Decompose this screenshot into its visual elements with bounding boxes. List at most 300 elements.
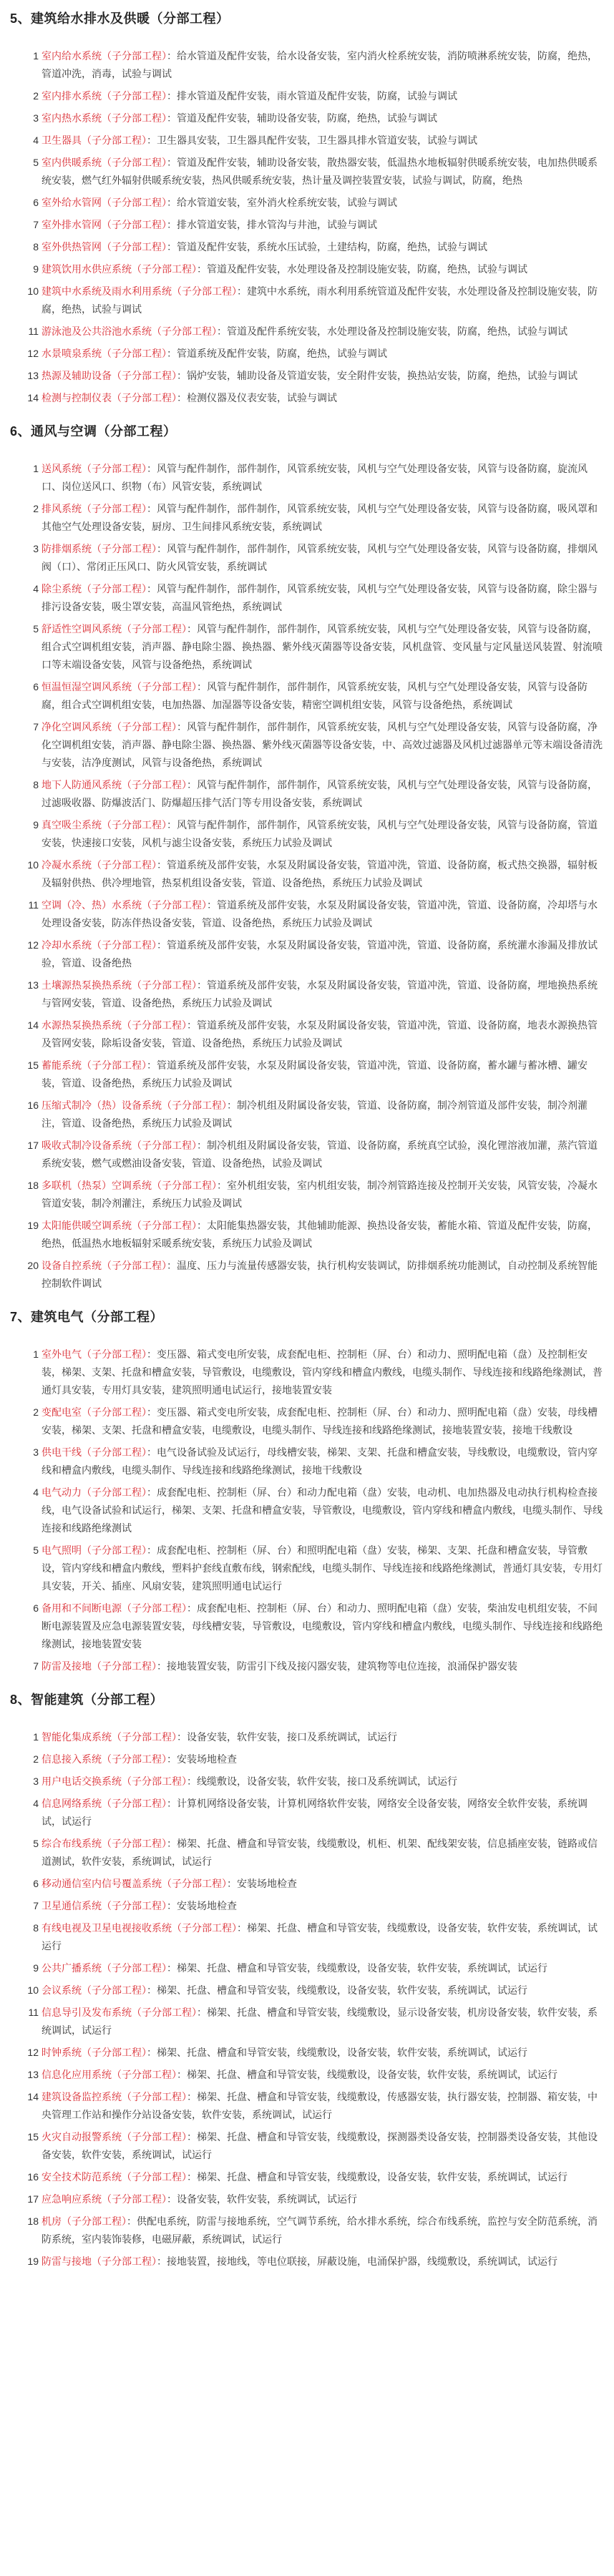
item-text [42,1404,607,1439]
subsection-link[interactable]: 恒温恒湿空调风系统（子分部工程） [42,681,197,692]
section [9,9,607,407]
item-content: ：梯架、托盘、槽盒和导管安装，线缆敷设，设备安装，软件安装，系统调试，试运行 [147,1984,527,1996]
list-item [9,47,607,83]
item-text [42,1484,607,1537]
subsection-link[interactable]: 土壤源热泵换热系统（子分部工程） [42,979,197,991]
item-content: ：安装场地检查 [227,1878,297,1889]
item-content: ：风管与配件制作，部件制作，风管系统安装，风机与空气处理设备安装，风管与设备防腐，组合式空调机组安装，电加热器、加湿器等设备安装，精密空调机组安装，风管与设备绝热，系统调试 [42,681,588,710]
item-text [42,580,607,616]
subsection-link[interactable]: 压缩式制冷（热）设备系统（子分部工程） [42,1100,227,1111]
item-number: 12 [27,348,39,359]
item-text [42,1897,607,1915]
section-title: 6、通风与空调（分部工程） [10,424,177,439]
item-content: ：成套配电柜、控制柜（屏、台）和动力配电箱（盘）安装，电动机、电加热器及电动执行机构检查接线，电气设备试验和试运行，梯架、支架、托盘和槽盒安装，导管敷设，电缆敷设，管内穿线和槽盒内敷线，电缆头制作、导线连接和线路绝缘测试 [42,1487,603,1534]
list-item [9,1773,607,1791]
item-number: 13 [27,370,39,381]
item-content: ：检测仪器及仪表安装，试验与调试 [177,392,337,403]
item-number: 1 [33,1348,39,1360]
list-item [9,2168,607,2186]
item-content: ：供配电系统，防雷与接地系统，空气调节系统，给水排水系统，综合布线系统，监控与安全防范系统，消防系统，室内装饰装修，电磁屏蔽，系统调试，试运行 [42,2215,598,2245]
item-content: ：梯架、托盘、槽盒和导管安装，线缆敷设，显示设备安装，机房设备安装，软件安装，系统调试，试运行 [42,2007,598,2036]
list-item [9,1542,607,1595]
subsection-link[interactable]: 除尘系统（子分部工程） [42,583,147,594]
item-number: 11 [28,325,39,337]
item-content: ：变压器、箱式变电所安装，成套配电柜、控制柜（屏、台）和动力、照明配电箱（盘）安装，母线槽安装，梯架、支架、托盘和槽盒安装，电缆敷设，电缆头制作、导线连接和线路绝缘测试，接地装置安装，接地干线敷设 [42,1406,598,1436]
list-item [9,816,607,852]
section [9,1690,607,2271]
item-text [42,540,607,576]
subsection-link[interactable]: 火灾自动报警系统（子分部工程） [42,2131,187,2142]
subsection-link[interactable]: 净化空调风系统（子分部工程） [42,721,177,733]
section [9,421,607,1293]
list-item [9,2044,607,2062]
subsection-link[interactable]: 室外排水管网（子分部工程） [42,219,167,230]
subsection-link[interactable]: 移动通信室内信号覆盖系统（子分部工程） [42,1878,227,1889]
subsection-link[interactable]: 热源及辅助设备（子分部工程） [42,370,177,381]
item-content: ：风管与配件制作，部件制作，风管系统安装，风机与空气处理设备安装，风管与设备防腐，净化空调机组安装，消声器、静电除尘器、换热器、紫外线灭菌器等设备安装，中、高效过滤器及风机过滤器单元等末端设备清洗与安装，洁净度测试，风管与设备绝热，系统调试 [42,721,603,768]
item-content: ：排水管道及配件安装，雨水管道及配件安装，防腐，试验与调试 [167,90,457,102]
list-item [9,2190,607,2208]
item-content: ：建筑中水系统，雨水利用系统管道及配件安装，水处理设备及控制设施安装，防腐，绝热，试验与调试 [42,285,598,315]
item-number: 13 [27,979,39,991]
item-text [42,856,607,892]
item-content: ：管道系统及部件安装，水泵及附属设备安装，管道冲洗，管道、设备防腐，蓄水罐与蓄冰槽、罐安装，管道、设备绝热，系统压力试验及调试 [42,1059,588,1089]
item-number: 16 [27,2171,39,2183]
item-number: 14 [27,1019,39,1031]
item-list [9,47,607,407]
subsection-link[interactable]: 电气动力（子分部工程） [42,1487,147,1498]
section-title: 8、智能建筑（分部工程） [10,1693,164,1707]
subsection-link[interactable]: 室外电气（子分部工程） [42,1348,147,1360]
item-content: ：梯架、托盘、槽盒和导管安装，线缆敷设，设备安装，软件安装，系统调试，试运行 [187,2171,567,2183]
item-number: 8 [33,1922,39,1934]
subsection-link[interactable]: 变配电室（子分部工程） [42,1406,147,1418]
section-title: 5、建筑给水排水及供暖（分部工程） [10,11,230,26]
item-content: ：风管与配件制作，部件制作，风管系统安装，风机与空气处理设备安装，风管与设备防腐，旋流风口、岗位送风口、织物（布）风管安装，系统调试 [42,463,588,492]
item-text [42,154,607,190]
item-text [42,1444,607,1479]
item-number: 9 [33,819,39,831]
item-number: 4 [33,1798,39,1809]
list-item [9,1982,607,1999]
list-item [9,1257,607,1293]
list-item [9,936,607,972]
subsection-link[interactable]: 综合布线系统（子分部工程） [42,1838,167,1849]
subsection-link[interactable]: 送风系统（子分部工程） [42,463,147,474]
item-content: ：管道系统及部件安装，水泵及附属设备安装，管道冲洗，管道、设备防腐，系统灌水渗漏及排放试验，管道、设备绝热 [42,939,598,969]
item-text [42,2190,607,2208]
item-content: ：管道及配件安装，水处理设备及控制设施安装，防腐，绝热，试验与调试 [197,263,527,275]
list-item [9,109,607,127]
subsection-link[interactable]: 信息接入系统（子分部工程） [42,1753,167,1765]
item-content: ：管道及配件安装，辅助设备安装，防腐，绝热，试验与调试 [167,112,437,124]
list-item [9,1057,607,1092]
item-text [42,194,607,212]
item-number: 9 [33,1962,39,1974]
item-text [42,1346,607,1399]
subsection-link[interactable]: 冷却水系统（子分部工程） [42,939,157,951]
item-number: 4 [33,583,39,594]
list-item [9,283,607,318]
item-text [42,367,607,385]
subsection-link[interactable]: 空调（冷、热）水系统（子分部工程） [42,899,207,911]
list-item [9,194,607,212]
item-content: ：风管与配件制作，部件制作，风管系统安装，风机与空气处理设备安装，风管与设备防腐，组合式空调机组安装，消声器、静电除尘器、换热器、紫外线灭菌器等设备安装，风机盘管、变风量与定风量送风装置、射流喷口等末端设备安装，风管与设备绝热，系统调试 [42,623,603,670]
item-text [42,1773,607,1791]
subsection-link[interactable]: 水景喷泉系统（子分部工程） [42,348,167,359]
item-number: 4 [33,134,39,146]
subsection-link[interactable]: 蓄能系统（子分部工程） [42,1059,147,1071]
subsection-link[interactable]: 防雷及接地（子分部工程） [42,1660,157,1672]
subsection-link[interactable]: 防排烟系统（子分部工程） [42,543,157,554]
subsection-link[interactable]: 卫星通信系统（子分部工程） [42,1900,167,1911]
list-item [9,1404,607,1439]
item-number: 3 [33,1446,39,1458]
subsection-link[interactable]: 信息网络系统（子分部工程） [42,1798,167,1809]
item-content: ：风管与配件制作，部件制作，风管系统安装，风机与空气处理设备安装，风管与设备防腐，排烟风阀（口）、常闭正压风口、防火风管安装，系统调试 [42,543,598,572]
item-number: 5 [33,1544,39,1556]
item-content: ：设备安装，软件安装，系统调试，试运行 [167,2193,357,2205]
item-content: ：锅炉安装，辅助设备及管道安装，安全附件安装，换热站安装，防腐，绝热，试验与调试 [177,370,578,381]
subsection-link[interactable]: 信息导引及发布系统（子分部工程） [42,2007,197,2018]
item-number: 5 [33,1838,39,1849]
item-content: ：太阳能集热器安装，其他辅助能源、换热设备安装，蓄能水箱、管道及配件安装，防腐，绝热，低温热水地板辐射采暖系统安装，系统压力试验及调试 [42,1220,598,1249]
item-number: 3 [33,112,39,124]
subsection-link[interactable]: 建筑设备监控系统（子分部工程） [42,2091,187,2102]
list-item [9,856,607,892]
item-text [42,109,607,127]
item-text [42,47,607,83]
item-content: ：管道及配件安装，系统水压试验，土建结构，防腐，绝热，试验与调试 [167,241,487,253]
item-number: 15 [27,2131,39,2142]
item-text [42,2088,607,2124]
item-text [42,1017,607,1052]
subsection-link[interactable]: 卫生器具（子分部工程） [42,134,147,146]
item-content: ：安装场地检查 [167,1900,237,1911]
item-content: ：给水管道安装，室外消火栓系统安装，试验与调试 [167,197,397,208]
subsection-link[interactable]: 太阳能供暖空调系统（子分部工程） [42,1220,197,1231]
list-item [9,367,607,385]
item-text [42,2213,607,2248]
list-item [9,620,607,674]
subsection-link[interactable]: 地下人防通风系统（子分部工程） [42,779,187,790]
item-number: 17 [27,2193,39,2205]
list-item [9,1795,607,1831]
list-item [9,216,607,234]
item-number: 19 [27,1220,39,1231]
item-text [42,500,607,536]
subsection-link[interactable]: 室内热水系统（子分部工程） [42,112,167,124]
item-text [42,816,607,852]
subsection-link[interactable]: 有线电视及卫星电视接收系统（子分部工程） [42,1922,237,1934]
list-item [9,2004,607,2039]
list-item [9,132,607,150]
item-number: 18 [27,1180,39,1191]
item-text [42,718,607,772]
item-content: ：制冷机组及附属设备安装，管道、设备防腐，系统真空试验，溴化锂溶液加灌，蒸汽管道系统安装，燃气或燃油设备安装，管道、设备绝热，试验及调试 [42,1140,598,1169]
list-item [9,345,607,363]
item-number: 17 [27,1140,39,1151]
item-content: ：管道系统及部件安装，水泵及附属设备安装，管道冲洗，管道、设备防腐，冷却塔与水处理设备安装，防冻伴热设备安装，管道、设备绝热，系统压力试验及调试 [42,899,598,929]
item-text [42,1919,607,1955]
item-content: ：管道系统及部件安装，水泵及附属设备安装，管道冲洗，管道、设备防腐，埋地换热系统与管网安装，管道、设备绝热，系统压力试验及调试 [42,979,598,1009]
item-content: ：线缆敷设，设备安装，软件安装，接口及系统调试，试运行 [187,1776,457,1787]
item-text [42,1959,607,1977]
list-item [9,323,607,341]
subsection-link[interactable]: 用户电话交换系统（子分部工程） [42,1776,187,1787]
item-text [42,1600,607,1653]
item-content: ：排水管道安装，排水管沟与井池，试验与调试 [167,219,377,230]
subsection-link[interactable]: 设备自控系统（子分部工程） [42,1260,167,1271]
item-text [42,1657,607,1675]
item-number: 2 [33,90,39,102]
item-text [42,2168,607,2186]
subsection-link[interactable]: 建筑中水系统及雨水利用系统（子分部工程） [42,285,237,297]
item-content: ：风管与配件制作，部件制作，风管系统安装，风机与空气处理设备安装，风管与设备防腐，管道安装，快速接口安装，风机与滤尘设备安装，系统压力试验及调试 [42,819,598,848]
item-number: 6 [33,681,39,692]
item-text [42,2004,607,2039]
item-text [42,1257,607,1293]
item-text [42,389,607,407]
item-content: ：梯架、托盘、槽盒和导管安装，线缆敷设，设备安装，软件安装，系统调试，试运行 [42,1922,598,1951]
subsection-link[interactable]: 建筑饮用水供应系统（子分部工程） [42,263,197,275]
item-text [42,896,607,932]
item-content: ：梯架、托盘、槽盒和导管安装，线缆敷设，设备安装，软件安装，系统调试，试运行 [147,2047,527,2058]
item-number: 2 [33,1753,39,1765]
list-item [9,1835,607,1871]
item-content: ：风管与配件制作，部件制作，风管系统安装，风机与空气处理设备安装，风管与设备防腐，吸风罩和其他空气处理设备安装，厨房、卫生间排风系统安装，系统调试 [42,503,598,532]
item-content: ：梯架、托盘、槽盒和导管安装，线缆敷设，探测器类设备安装，控制器类设备安装，其他设备安装，软件安装，系统调试，试运行 [42,2131,598,2160]
item-content: ：卫生器具安装，卫生器具配件安装，卫生器具排水管道安装，试验与调试 [147,134,477,146]
item-content: ：电气设备试验及试运行，母线槽安装，梯架、支架、托盘和槽盒安装，导线敷设，电缆敷设，管内穿线和槽盒内敷线，电缆头制作、导线连接和线路绝缘测试，接地干线敷设 [42,1446,598,1476]
list-item [9,1897,607,1915]
item-content: ：接地装置，接地线，等电位联接，屏蔽设施，电涌保护器，线缆敷设，系统调试，试运行 [157,2256,557,2267]
list-item [9,2213,607,2248]
item-number: 15 [27,1059,39,1071]
item-number: 11 [28,2007,39,2018]
item-text [42,678,607,714]
item-content: ：成套配电柜、控制柜（屏、台）和动力、照明配电箱（盘）安装，柴油发电机组安装，不间断电源装置及应急电源装置安装，母线槽安装，导管敷设，电缆敷设，管内穿线和槽盒内敷线，电缆头制作、导线连接和线路绝缘测试，接地装置安装 [42,1602,603,1650]
item-text [42,1542,607,1595]
list-item [9,1875,607,1893]
section-title: 7、建筑电气（分部工程） [10,1310,164,1324]
item-text [42,1137,607,1172]
list-item [9,87,607,105]
item-text [42,976,607,1012]
item-content: ：变压器、箱式变电所安装，成套配电柜、控制柜（屏、台）和动力、照明配电箱（盘）及控制柜安装，梯架、支架、托盘和槽盒安装，导管敷设，电缆敷设，管内穿线和槽盒内敷线，电缆头制作、导线连接和线路绝缘测试，普通灯具安装，专用灯具安装，建筑照明通电试运行，接地装置安装 [42,1348,603,1396]
subsection-link[interactable]: 水源热泵换热系统（子分部工程） [42,1019,187,1031]
list-item [9,540,607,576]
item-number: 10 [27,859,39,871]
item-content: ：成套配电柜、控制柜（屏、台）和照明配电箱（盘）安装，梯架、支架、托盘和槽盒安装，导管敷设，管内穿线和槽盒内敷线，塑料护套线直敷布线，钢索配线，电缆头制作、导线连接和线路绝缘测试，普通灯具安装，专用灯具安装，开关、插座、风扇安装，建筑照明通电试运行 [42,1544,603,1592]
item-text [42,1875,607,1893]
subsection-link[interactable]: 电气照明（子分部工程） [42,1544,147,1556]
item-number: 11 [28,899,39,911]
subsection-link[interactable]: 舒适性空调风系统（子分部工程） [42,623,187,635]
subsection-link[interactable]: 吸收式制冷设备系统（子分部工程） [42,1140,197,1151]
item-number: 8 [33,779,39,790]
item-content: ：梯架、托盘、槽盒和导管安装，线缆敷设，设备安装，软件安装，系统调试，试运行 [167,1962,547,1974]
list-item [9,1919,607,1955]
list-item [9,1657,607,1675]
item-number: 14 [27,392,39,403]
item-number: 1 [33,463,39,474]
item-number: 6 [33,1878,39,1889]
subsection-link[interactable]: 智能化集成系统（子分部工程） [42,1731,177,1743]
item-list [9,460,607,1293]
item-number: 7 [33,1900,39,1911]
item-number: 2 [33,503,39,514]
item-number: 16 [27,1100,39,1111]
subsection-link[interactable]: 室内供暖系统（子分部工程） [42,157,167,168]
list-item [9,460,607,496]
item-number: 12 [27,939,39,951]
item-number: 7 [33,219,39,230]
subsection-link[interactable]: 多联机（热泵）空调系统（子分部工程） [42,1180,217,1191]
item-text [42,776,607,812]
item-number: 12 [27,2047,39,2058]
subsection-link[interactable]: 安全技术防范系统（子分部工程） [42,2171,187,2183]
item-number: 1 [33,50,39,62]
item-text [42,2253,607,2271]
subsection-link[interactable]: 游泳池及公共浴池水系统（子分部工程） [42,325,217,337]
item-number: 10 [27,285,39,297]
item-text [42,132,607,150]
item-text [42,1750,607,1768]
subsection-link[interactable]: 供电干线（子分部工程） [42,1446,147,1458]
item-content: ：风管与配件制作，部件制作，风管系统安装，风机与空气处理设备安装，风管与设备防腐，除尘器与排污设备安装，吸尘罩安装，高温风管绝热，系统调试 [42,583,598,612]
item-content: ：风管与配件制作，部件制作，风管系统安装，风机与空气处理设备安装，风管与设备防腐，过滤吸收器、防爆波活门、防爆超压排气活门等专用设备安装，系统调试 [42,779,598,808]
item-text [42,2066,607,2084]
item-content: ：设备安装，软件安装，接口及系统调试，试运行 [177,1731,397,1743]
list-item [9,1097,607,1132]
list-item [9,896,607,932]
subsection-link[interactable]: 机房（子分部工程） [42,2215,127,2227]
item-number: 14 [27,2091,39,2102]
item-number: 5 [33,157,39,168]
item-number: 8 [33,241,39,253]
item-list [9,1728,607,2271]
item-number: 3 [33,1776,39,1787]
item-text [42,1217,607,1253]
item-content: ：梯架、托盘、槽盒和导管安装，线缆敷设，机柜、机架、配线架安装，信息插座安装，链路或信道测试，软件安装，系统调试，试运行 [42,1838,598,1867]
item-number: 9 [33,263,39,275]
list-item [9,976,607,1012]
list-item [9,389,607,407]
item-text [42,1795,607,1831]
item-text [42,238,607,256]
item-content: ：室外机组安装，室内机组安装，制冷剂管路连接及控制开关安装，风管安装，冷凝水管道安装，制冷剂灌注，系统压力试验及调试 [42,1180,598,1209]
item-content: ：温度、压力与流量传感器安装，执行机构安装调试，防排烟系统功能测试，自动控制及系统智能控制软件调试 [42,1260,598,1289]
list-item [9,1750,607,1768]
item-number: 1 [33,1731,39,1743]
item-text [42,1835,607,1871]
subsection-link[interactable]: 冷凝水系统（子分部工程） [42,859,157,871]
item-text [42,216,607,234]
subsection-link[interactable]: 防雷与接地（子分部工程） [42,2256,157,2267]
list-item [9,580,607,616]
item-text [42,1982,607,1999]
item-content: ：制冷机组及附属设备安装，管道、设备防腐，制冷剂管道及部件安装，制冷剂灌注，管道、设备绝热，系统压力试验及调试 [42,1100,588,1129]
item-number: 5 [33,623,39,635]
subsection-link[interactable]: 真空吸尘系统（子分部工程） [42,819,167,831]
section [9,1307,607,1675]
subsection-link[interactable]: 应急响应系统（子分部工程） [42,2193,167,2205]
item-content: ：梯架、托盘、槽盒和导管安装，线缆敷设，设备安装，软件安装，系统调试，试运行 [177,2069,557,2080]
item-content: ：梯架、托盘、槽盒和导管安装，线缆敷设，传感器安装，执行器安装，控制器、箱安装，中央管理工作站和操作分站设备安装，软件安装，系统调试，试运行 [42,2091,598,2120]
list-item [9,1346,607,1399]
subsection-link[interactable]: 室内排水系统（子分部工程） [42,90,167,102]
list-item [9,1137,607,1172]
item-text [42,1057,607,1092]
item-number: 6 [33,1602,39,1614]
subsection-link[interactable]: 公共广播系统（子分部工程） [42,1962,167,1974]
item-number: 6 [33,197,39,208]
item-content: ：管道及配件安装，辅助设备安装，散热器安装，低温热水地板辐射供暖系统安装，电加热供暖系统安装，燃气红外辐射供暖系统安装，热风供暖系统安装，热计量及调控装置安装，试验与调试，防腐，绝热 [42,157,598,186]
item-number: 7 [33,721,39,733]
item-text [42,936,607,972]
subsection-link[interactable]: 检测与控制仪表（子分部工程） [42,392,177,403]
list-item [9,1959,607,1977]
item-text [42,620,607,674]
item-text [42,1177,607,1213]
item-number: 10 [27,1984,39,1996]
subsection-link[interactable]: 排风系统（子分部工程） [42,503,147,514]
subsection-link[interactable]: 时钟系统（子分部工程） [42,2047,147,2058]
item-number: 18 [27,2215,39,2227]
subsection-link[interactable]: 会议系统（子分部工程） [42,1984,147,1996]
item-text [42,283,607,318]
item-text [42,87,607,105]
item-text [42,1728,607,1746]
list-item [9,776,607,812]
item-number: 4 [33,1487,39,1498]
list-item [9,1484,607,1537]
list-item [9,154,607,190]
item-content: ：管道及配件系统安装，水处理设备及控制设施安装，防腐，绝热，试验与调试 [217,325,567,337]
item-content: ：安装场地检查 [167,1753,237,1765]
item-number: 7 [33,1660,39,1672]
item-text [42,345,607,363]
list-item [9,1177,607,1213]
item-number: 3 [33,543,39,554]
list-item [9,678,607,714]
list-item [9,1600,607,1653]
item-number: 13 [27,2069,39,2080]
subsection-link[interactable]: 室外给水管网（子分部工程） [42,197,167,208]
item-content: ：接地装置安装，防雷引下线及接闪器安装，建筑物等电位连接，浪涌保护器安装 [157,1660,517,1672]
item-content: ：管道系统及部件安装，水泵及附属设备安装，管道冲洗，管道、设备防腐，地表水源换热管及管网安装，除垢设备安装，管道、设备绝热，系统压力试验及调试 [42,1019,598,1049]
item-text [42,2128,607,2164]
list-item [9,238,607,256]
item-text [42,260,607,278]
list-item [9,2253,607,2271]
item-content: ：计算机网络设备安装，计算机网络软件安装，网络安全设备安装，网络安全软件安装，系统调试，试运行 [42,1798,588,1827]
item-text [42,460,607,496]
subsection-link[interactable]: 信息化应用系统（子分部工程） [42,2069,177,2080]
list-item [9,2066,607,2084]
item-text [42,1097,607,1132]
item-text [42,2044,607,2062]
list-item [9,2128,607,2164]
subsection-link[interactable]: 备用和不间断电源（子分部工程） [42,1602,187,1614]
list-item [9,260,607,278]
list-item [9,500,607,536]
subsection-link[interactable]: 室内给水系统（子分部工程） [42,50,167,62]
item-content: ：管道系统及部件安装，水泵及附属设备安装，管道冲洗，管道、设备防腐，板式热交换器，辐射板及辐射供热、供冷埋地管，热泵机组设备安装，管道、设备绝热，系统压力试验及调试 [42,859,598,888]
list-item [9,718,607,772]
subsection-link[interactable]: 室外供热管网（子分部工程） [42,241,167,253]
